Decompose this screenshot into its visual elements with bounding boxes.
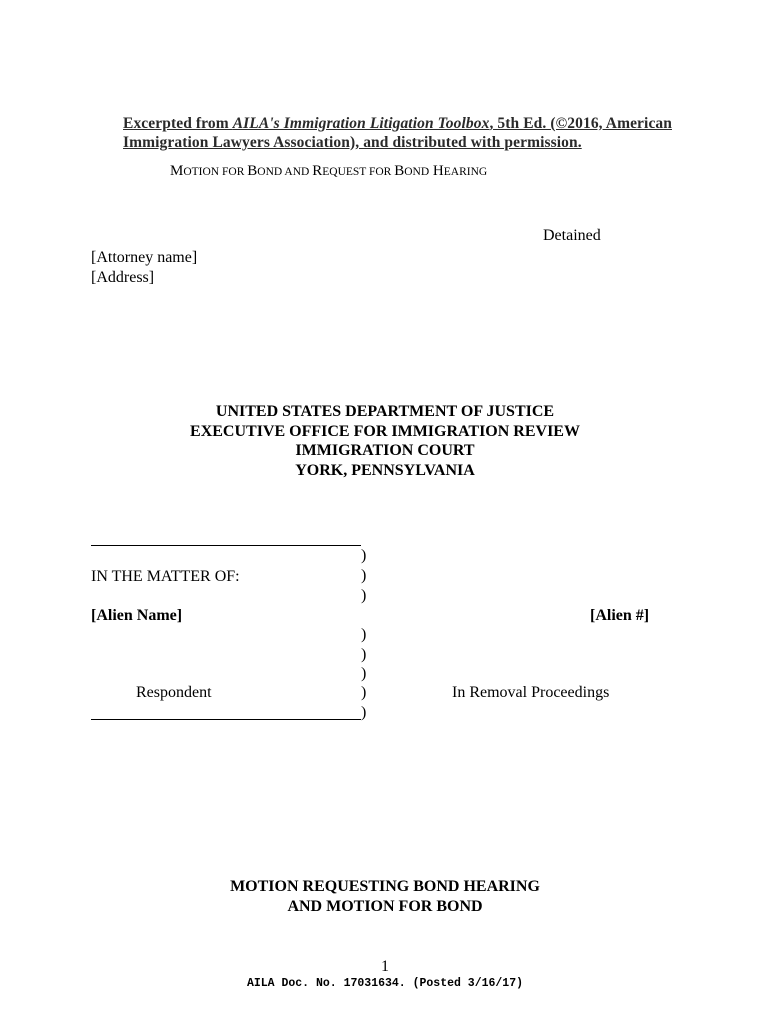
caption-paren: ) [361, 567, 367, 584]
alien-name: [Alien Name] [91, 607, 183, 624]
excerpt-notice [123, 114, 672, 152]
caption-paren: ) [361, 665, 367, 682]
court-line-4: YORK, PENNSYLVANIA [295, 461, 475, 479]
attorney-address: [Address] [91, 269, 155, 286]
caption-paren: ) [361, 684, 367, 701]
aila-doc-number: AILA Doc. No. 17031634. (Posted 3/16/17) [246, 977, 524, 990]
motion-heading-line-1: MOTION REQUESTING BOND HEARING [230, 878, 540, 895]
caption-top-rule [91, 545, 361, 546]
alien-number: [Alien #] [590, 607, 650, 624]
caption-paren: ) [361, 547, 367, 564]
proceedings-label: In Removal Proceedings [452, 684, 610, 701]
caption-paren: ) [361, 626, 367, 643]
excerpt-line-2: Immigration Lawyers Association), and distributed with permission. [123, 134, 582, 151]
court-heading [0, 402, 770, 480]
caption-bottom-rule [91, 719, 361, 720]
document-title: MOTION FOR BOND AND REQUEST FOR BOND HEARING [170, 163, 488, 179]
motion-heading [0, 877, 770, 916]
caption-paren: ) [361, 587, 367, 604]
attorney-name: [Attorney name] [91, 249, 198, 266]
matter-of-label: IN THE MATTER OF: [91, 568, 240, 585]
excerpt-book-title: AILA's Immigration Litigation Toolbox [232, 115, 490, 132]
excerpt-line-1: Excerpted from AILA's Immigration Litigation Toolbox, 5th Ed. (©2016, American [123, 115, 672, 132]
court-line-3: IMMIGRATION COURT [295, 442, 475, 459]
caption-paren: ) [361, 704, 367, 721]
court-line-1: UNITED STATES DEPARTMENT OF JUSTICE [215, 403, 555, 420]
page-number: 1 [381, 958, 389, 975]
attorney-block [91, 248, 197, 288]
respondent-label: Respondent [136, 684, 212, 701]
detention-status: Detained [543, 227, 601, 244]
caption-paren: ) [361, 646, 367, 663]
motion-heading-line-2: AND MOTION FOR BOND [287, 897, 483, 915]
court-line-2: EXECUTIVE OFFICE FOR IMMIGRATION REVIEW [190, 422, 580, 440]
